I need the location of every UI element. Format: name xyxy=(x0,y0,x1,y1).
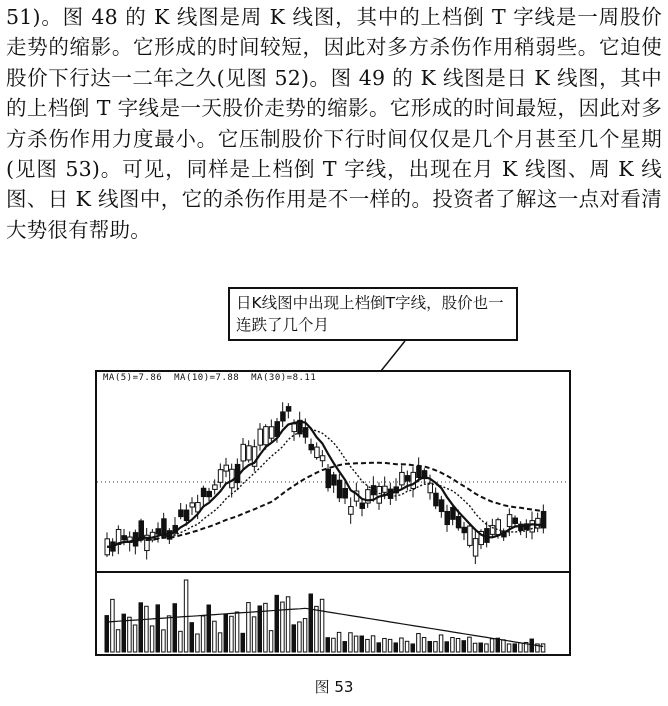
candle-body xyxy=(224,465,229,471)
volume-bar xyxy=(201,616,205,652)
volume-bar xyxy=(111,599,115,652)
volume-bar xyxy=(354,636,358,652)
volume-bar xyxy=(292,625,296,652)
candle-body xyxy=(264,427,269,445)
candle-body xyxy=(530,521,535,532)
stock-chart xyxy=(95,370,571,656)
volume-bar xyxy=(490,639,494,652)
volume-bar xyxy=(519,643,523,652)
candle-body xyxy=(513,518,518,523)
volume-bar xyxy=(269,631,273,652)
volume-bar xyxy=(230,616,234,652)
candle-body xyxy=(496,520,501,535)
volume-bar xyxy=(479,643,483,652)
candle-body xyxy=(156,529,161,534)
candle-body xyxy=(507,515,512,527)
candle-body xyxy=(303,428,308,438)
candle-body xyxy=(269,427,274,438)
candle-body xyxy=(377,487,382,504)
ma30-label: MA(30)=8.11 xyxy=(251,373,317,383)
candle-body xyxy=(179,510,184,517)
volume-bar xyxy=(411,644,415,652)
volume-bar xyxy=(275,595,279,652)
volume-bar xyxy=(434,642,438,652)
candle-body xyxy=(258,429,263,445)
candle-body xyxy=(292,424,297,432)
candle-body xyxy=(468,526,473,545)
volume-bar xyxy=(303,619,307,652)
volume-bar xyxy=(462,641,466,652)
ma5-label: MA(5)=7.86 xyxy=(103,373,163,383)
volume-bar xyxy=(224,614,228,652)
candle-body xyxy=(473,539,478,556)
figure-caption: 图 53 xyxy=(314,678,354,696)
volume-bar xyxy=(252,617,256,652)
volume-bar xyxy=(383,638,387,652)
volume-bar xyxy=(145,606,149,652)
volume-bar xyxy=(116,630,120,652)
volume-bar xyxy=(247,603,251,652)
candle-body xyxy=(411,472,416,488)
volume-bar xyxy=(218,633,222,652)
volume-bar xyxy=(530,639,534,652)
volume-bar xyxy=(394,643,398,652)
volume-bar xyxy=(428,641,432,652)
volume-bar xyxy=(502,640,506,652)
candlestick-chart-svg xyxy=(97,372,569,654)
volume-bar xyxy=(507,644,511,652)
volume-bar xyxy=(371,636,375,652)
volume-bar xyxy=(173,604,177,652)
candle-body xyxy=(218,470,223,483)
candle-body xyxy=(309,444,314,449)
volume-bar xyxy=(451,638,455,652)
candle-body xyxy=(456,517,461,528)
candle-body xyxy=(286,407,291,412)
volume-bar xyxy=(326,638,330,652)
volume-bar xyxy=(400,638,404,652)
volume-bar xyxy=(496,638,500,652)
callout-text: 日K线图中出现上档倒T字线，股价也一连跌了几个月 xyxy=(236,294,504,334)
candle-body xyxy=(184,510,189,520)
volume-bar xyxy=(388,639,392,652)
volume-bar xyxy=(190,623,194,652)
candle-body xyxy=(241,444,246,461)
candle-body xyxy=(462,527,467,532)
volume-bar xyxy=(150,626,154,652)
volume-average-line xyxy=(107,608,543,646)
volume-bar xyxy=(468,637,472,652)
volume-bar xyxy=(320,599,324,652)
candle-body xyxy=(400,472,405,484)
volume-bar xyxy=(445,642,449,652)
candle-body xyxy=(445,511,450,524)
ma5-line xyxy=(107,422,543,547)
candle-body xyxy=(490,526,495,535)
volume-bar xyxy=(241,633,245,652)
volume-bar xyxy=(235,612,239,652)
candle-body xyxy=(122,536,127,540)
volume-bar xyxy=(337,632,341,652)
volume-bar xyxy=(439,635,443,652)
candle-body xyxy=(247,446,252,460)
candle-body xyxy=(349,507,354,515)
volume-bar xyxy=(349,633,353,652)
candle-body xyxy=(360,503,365,508)
volume-bar xyxy=(213,621,217,652)
volume-bar xyxy=(360,636,364,652)
volume-bar xyxy=(343,642,347,652)
volume-bar xyxy=(332,638,336,652)
volume-bar xyxy=(133,625,137,652)
candle-body xyxy=(405,476,410,481)
volume-bar xyxy=(298,622,302,652)
candle-body xyxy=(417,466,422,477)
volume-bar xyxy=(128,617,131,652)
volume-bar xyxy=(286,597,290,652)
volume-bar xyxy=(122,614,126,652)
candle-body xyxy=(337,480,342,498)
candle-body xyxy=(451,507,456,519)
candle-body xyxy=(439,500,444,512)
candle-body xyxy=(326,469,331,487)
volume-bar xyxy=(377,643,381,652)
volume-bar xyxy=(179,631,183,652)
volume-bar xyxy=(485,644,489,652)
volume-bar xyxy=(417,634,421,652)
candle-body xyxy=(343,488,348,498)
candle-body xyxy=(383,486,388,492)
volume-bar xyxy=(105,616,109,652)
body-paragraph: 51)。图 48 的 K 线图是周 K 线图，其中的上档倒 T 字线是一周股价走势的缩影。它形成的时间较短，因此对多方杀伤作用稍弱些。它迫使股价下行达一二年之久(见图 52)。图 49 的 K 线图是日 K 线图，其中的上档倒 T 字线是一天股价走势的缩影。它形成的时间最短，因此对多方杀伤作用力度最小。它压制股价下行时间仅仅是几个月甚至几个星期(见图 53)。可见，同样是上档倒 T 字线，出现在月 K 线图、周 K 线图、日 K 线图中，它的杀伤作用是不一样的。投资者了解这一点对看清大势很有帮助。 xyxy=(6,5,662,242)
candle-body xyxy=(190,503,195,507)
chart-annotation-callout xyxy=(228,287,518,341)
ma10-label: MA(10)=7.88 xyxy=(174,373,240,383)
volume-bar xyxy=(541,644,545,652)
volume-bar xyxy=(456,638,460,652)
volume-bar xyxy=(513,644,517,652)
candle-body xyxy=(434,493,439,506)
volume-bar xyxy=(405,641,409,652)
volume-bar xyxy=(258,606,262,652)
volume-bar xyxy=(156,605,160,652)
volume-bar xyxy=(162,630,166,652)
volume-bar xyxy=(167,616,171,652)
moving-average-legend xyxy=(103,373,322,383)
candle-body xyxy=(281,412,286,421)
volume-bar xyxy=(309,594,313,652)
candle-body xyxy=(315,447,320,457)
volume-bar xyxy=(315,606,319,652)
candle-body xyxy=(207,491,212,496)
volume-bar xyxy=(196,634,200,652)
candle-body xyxy=(332,475,337,485)
candle-body xyxy=(213,485,218,489)
volume-bar xyxy=(473,643,477,652)
candle-body xyxy=(320,456,325,461)
volume-bar xyxy=(207,605,211,652)
volume-bar xyxy=(366,639,370,652)
volume-bar xyxy=(139,603,143,652)
volume-bar xyxy=(422,638,426,652)
candle-body xyxy=(201,488,206,496)
